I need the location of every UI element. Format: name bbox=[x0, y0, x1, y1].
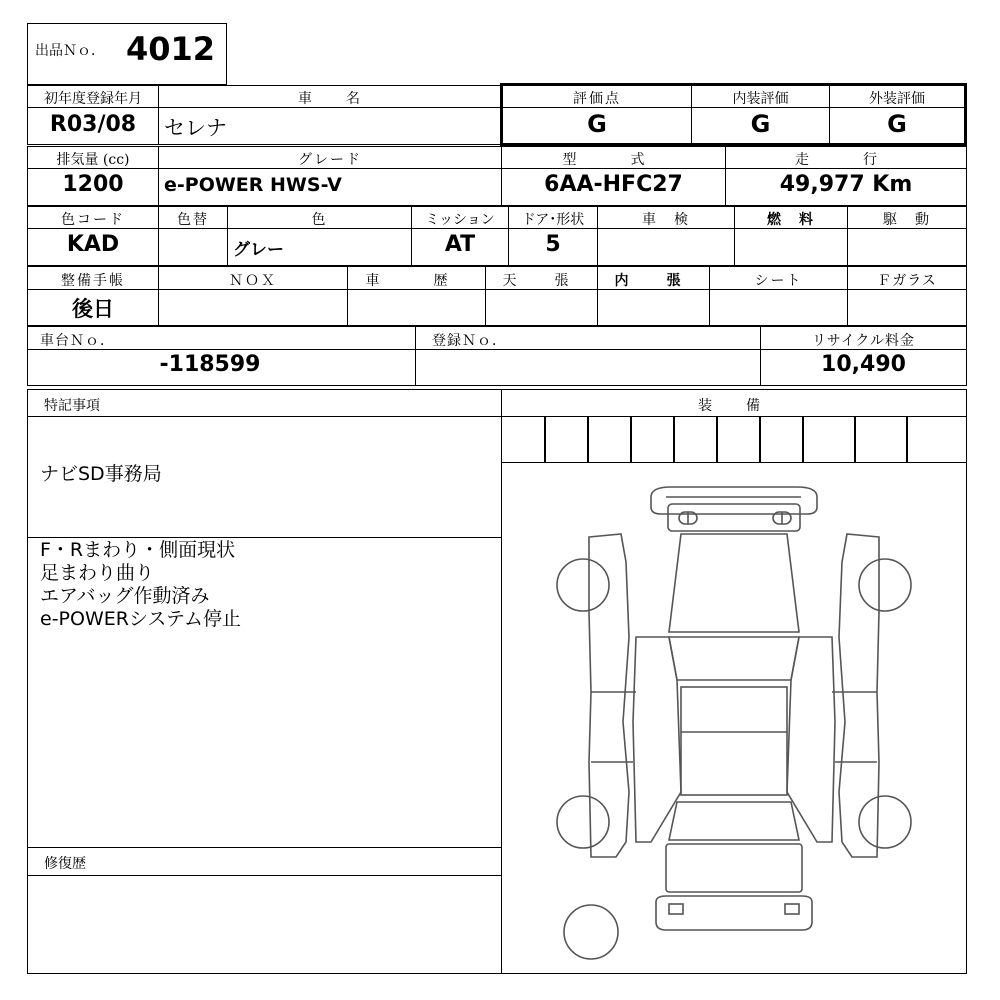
exterior-grade: G bbox=[887, 110, 907, 138]
displacement-label: 排気量 (cc) bbox=[56, 152, 130, 168]
repair-cell bbox=[27, 875, 502, 974]
interior-grade: G bbox=[750, 110, 771, 138]
transmission: AT bbox=[444, 232, 476, 257]
equipment-cell bbox=[673, 416, 675, 463]
score-label: 評価点 bbox=[573, 91, 621, 107]
mileage: 49,977 Km bbox=[779, 172, 913, 197]
roof-label: 天 張 bbox=[502, 273, 581, 289]
color-change-label: 色替 bbox=[177, 212, 209, 228]
remarks-label: 特記事項 bbox=[44, 398, 100, 414]
mileage-label: 走 行 bbox=[795, 152, 897, 168]
model: 6AA-HFC27 bbox=[544, 172, 683, 197]
fglass-label: Ｆガラス bbox=[877, 273, 937, 289]
manual-label: 整備手帳 bbox=[61, 273, 125, 289]
chassis-label: 車台Ｎｏ． bbox=[40, 333, 115, 349]
car-damage-diagram bbox=[501, 462, 967, 974]
exterior-label: 外装評価 bbox=[869, 91, 925, 107]
fuel-cell bbox=[734, 228, 848, 266]
equipment-cell bbox=[759, 416, 761, 463]
nox-cell bbox=[158, 289, 348, 326]
remarks-line-4: エアバッグ作動済み bbox=[40, 585, 210, 607]
transmission-label: ミッション bbox=[425, 212, 495, 228]
remarks-line-1: ナビSD事務局 bbox=[40, 463, 162, 485]
manual: 後日 bbox=[72, 297, 114, 321]
roof-cell bbox=[485, 289, 598, 326]
color-label: 色 bbox=[311, 212, 328, 228]
equipment-grid-cells bbox=[501, 416, 967, 463]
remarks-line-5: e-POWERシステム停止 bbox=[40, 608, 242, 630]
equipment-cell bbox=[630, 416, 632, 463]
remarks-line-3: 足まわり曲り bbox=[40, 562, 155, 584]
color-change-cell bbox=[158, 228, 228, 266]
history-label: 車 歴 bbox=[365, 273, 468, 289]
drive-label: 駆 動 bbox=[883, 212, 931, 228]
lot-number-label: 出品Ｎｏ． bbox=[35, 43, 105, 59]
grade: e-POWER HWS-V bbox=[164, 174, 342, 196]
displacement: 1200 bbox=[62, 172, 124, 197]
grade-label: グレード bbox=[298, 152, 362, 168]
model-label: 型 式 bbox=[562, 152, 665, 168]
repair-label: 修復歴 bbox=[44, 856, 86, 872]
equipment-cell bbox=[906, 416, 908, 463]
interior-trim-label: 内 張 bbox=[614, 273, 693, 289]
doors-label: ドア･形状 bbox=[521, 212, 585, 228]
doors: 5 bbox=[545, 232, 561, 257]
inspection-label: 車 検 bbox=[642, 212, 690, 228]
car-name: セレナ bbox=[164, 116, 227, 140]
color-code: KAD bbox=[66, 232, 120, 257]
recycle-fee: 10,490 bbox=[821, 352, 906, 377]
first-reg: R03/08 bbox=[49, 112, 137, 137]
chassis-number: -118599 bbox=[159, 352, 261, 377]
equipment-cell bbox=[587, 416, 589, 463]
registration-label: 登録Ｎｏ． bbox=[432, 333, 507, 349]
score: G bbox=[587, 110, 607, 138]
equipment-cell bbox=[716, 416, 718, 463]
seat-cell bbox=[709, 289, 848, 326]
equipment-cell bbox=[802, 416, 804, 463]
history-cell bbox=[347, 289, 486, 326]
equipment-cell bbox=[544, 416, 546, 463]
name-label: 車 名 bbox=[298, 91, 362, 107]
fuel-label: 燃 料 bbox=[767, 212, 815, 228]
fglass-cell bbox=[847, 289, 967, 326]
interior-trim-cell bbox=[597, 289, 710, 326]
color: グレー bbox=[233, 240, 284, 260]
seat-label: シート bbox=[754, 273, 803, 289]
drive-cell bbox=[847, 228, 967, 266]
equipment-cell bbox=[854, 416, 856, 463]
color-code-label: 色コード bbox=[61, 212, 125, 228]
first-reg-label: 初年度登録年月 bbox=[44, 91, 142, 107]
interior-label: 内装評価 bbox=[732, 91, 789, 107]
equipment-label: 装 備 bbox=[698, 398, 770, 414]
registration-cell bbox=[415, 349, 761, 386]
lot-number: 4012 bbox=[125, 30, 216, 68]
inspection-cell bbox=[597, 228, 735, 266]
nox-label: ＮＯＸ bbox=[229, 273, 277, 289]
recycle-label: リサイクル料金 bbox=[811, 333, 916, 349]
remarks-line-2: F・Rまわり・側面現状 bbox=[40, 539, 236, 561]
